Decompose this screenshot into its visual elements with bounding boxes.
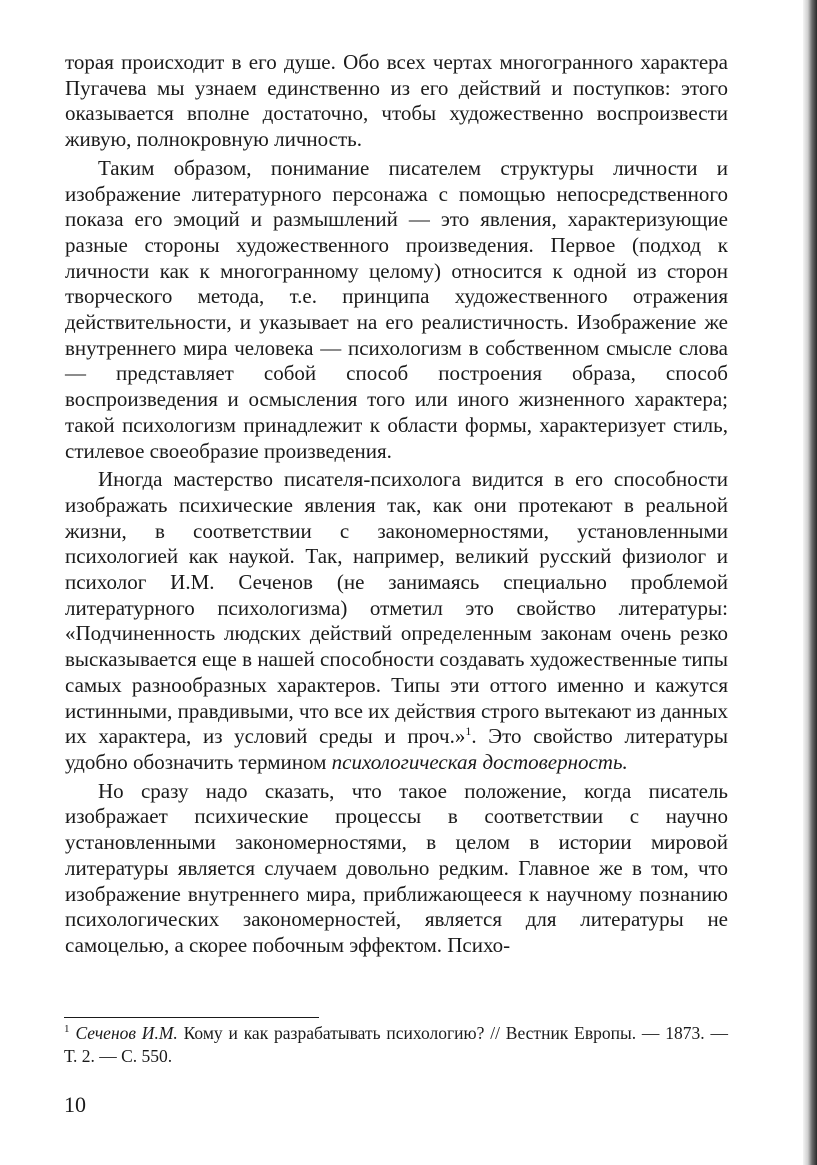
main-text xyxy=(65,50,728,959)
footnote-divider xyxy=(64,1017,319,1018)
term-psychological-authenticity: психологическая достоверность. xyxy=(331,749,628,774)
footnote-author: Сеченов И.М. xyxy=(75,1023,178,1043)
footnote-reference: 1 xyxy=(465,724,472,739)
paragraph-2-text: Таким образом, понимание писателем структуры личности и изображение литературного персонажа с помощью непосредственного показа его эмоций и размышлений — это явления, характеризующие разные стороны художественного произведения. Первое (подход к личности как к многогранному целому) относится к одной из сторон творческого метода, т.е. принципа художественного отражения действительности, и указывает на его реалистичность. Изображение же внутреннего мира человека — психологизм в собственном смысле слова — представляет собой способ построения образа, способ воспроизведения и осмысления того или иного жизненного характера; такой психологизм принадлежит к области формы, характеризует стиль, стилевое своеобразие произведения. xyxy=(65,155,728,463)
paragraph-4 xyxy=(65,779,728,959)
footnote-text: Кому и как разрабатывать психологию? // Вестник Европы. — 1873. — Т. 2. — С. 550. xyxy=(64,1023,728,1066)
paragraph-4-text: Но сразу надо сказать, что такое положение, когда писатель изображает психические процессы в соответствии с научно установленными закономерностями, в целом в истории мировой литературы является случаем довольно редким. Главное же в том, что изображение внутреннего мира, приближающееся к научному познанию психологических закономерностей, является для литературы не самоцелью, а скорее побочным эффектом. Психо- xyxy=(65,778,728,957)
paragraph-3-text: Иногда мастерство писателя-психолога видится в его способности изображать психические явления так, как они протекают в реальной жизни, в соответствии с закономерностями, установленными психологией как наукой. Так, например, великий русский физиолог и психолог И.М. Сеченов (не занимаясь специально проблемой литературного психологизма) отметил это свойство литературы: «Подчиненность людских действий определенным законам очень резко высказывается еще в нашей способности создавать художественные типы самых разнообразных характеров. Типы эти оттого именно и кажутся истинными, правдивыми, что все их действия строго вытекают из данных их характера, из условий среды и проч.» xyxy=(65,467,728,749)
paragraph-2 xyxy=(65,156,728,464)
footnote xyxy=(64,1022,728,1068)
paragraph-1 xyxy=(65,50,728,153)
page-number: 10 xyxy=(64,1092,86,1117)
paragraph-1-text: торая происходит в его душе. Обо всех чертах многогранного характера Пугачева мы узнаем единственно из его действий и поступков: этого оказывается вполне достаточно, чтобы художественно воспроизвести живую, полнокровную личность. xyxy=(65,50,728,152)
footnote-mark: 1 xyxy=(64,1023,70,1036)
scan-edge xyxy=(803,0,817,1165)
paragraph-3-continuation: . Это свойство литературы удобно обозначить термином xyxy=(65,724,728,774)
paragraph-3 xyxy=(65,467,728,775)
